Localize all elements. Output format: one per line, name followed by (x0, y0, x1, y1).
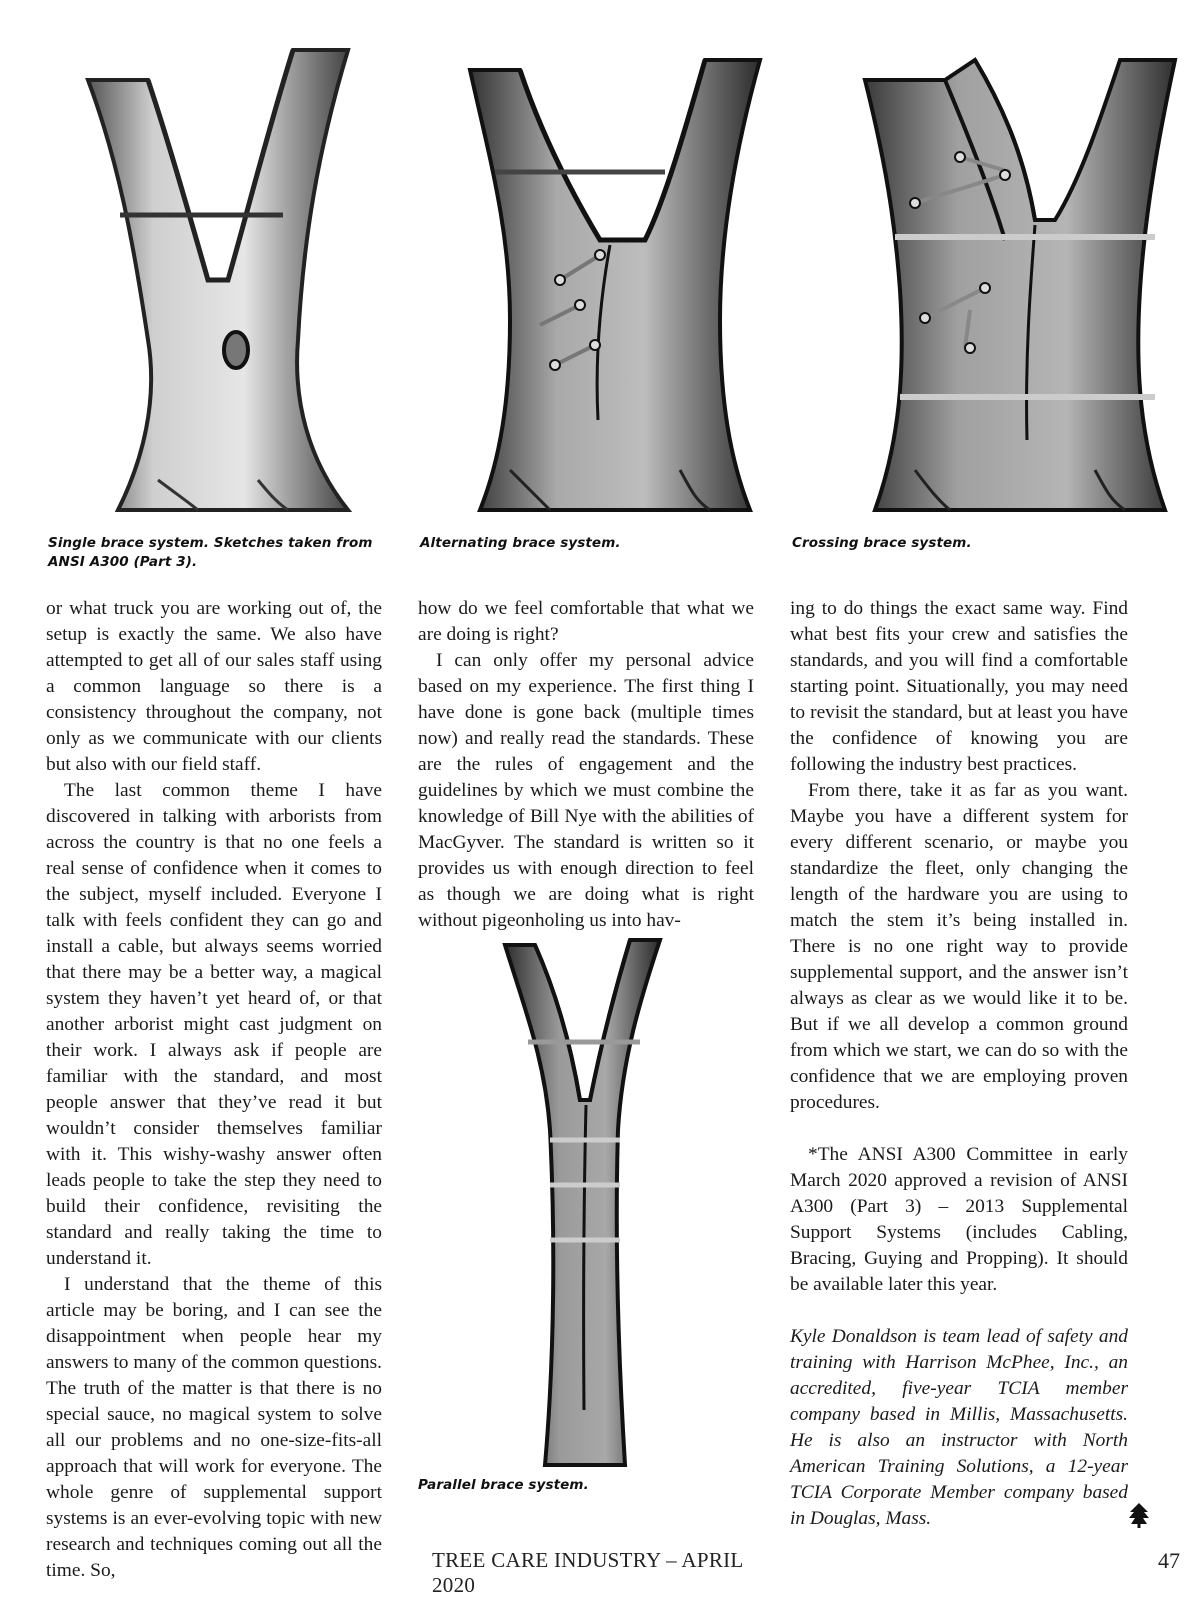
col3-paragraph: ing to do things the exact same way. Find what best fits your crew and satisfies the standards, and you will find a comfortable starting point. Situationally, you may need to revisit the standard, but at least you have the confidence of knowing you are following the industry best practices. (790, 598, 1128, 775)
caption-crossing-brace: Crossing brace system. (792, 535, 972, 551)
figure-crossing-brace (855, 40, 1185, 520)
figure-single-brace (48, 40, 378, 520)
column-2 (418, 596, 754, 934)
caption-single-brace: Single brace system. Sketches taken from ANSI A300 (Part 3). (48, 535, 373, 570)
author-bio: Kyle Donaldson is team lead of safety and training with Harrison McPhee, Inc., an accredited, five-year TCIA member company based in Millis, Massachusetts. He is also an instructor with North American Training Solutions, a 12-year TCIA Corporate Member company based in Douglas, Mass. (790, 1326, 1128, 1529)
col1-paragraph: The last common theme I have discovered in talking with arborists from across the country is that no one feels a real sense of confidence when it comes to the subject, myself included. Everyone I talk with feels confident they can go and install a cable, but always seems worried that there may be a better way, a magical system they haven’t yet heard of, or that another arborist might cast judgment on their work. I always ask if people are familiar with the standard, and most people answer that they’ve read it but wouldn’t consider themselves familiar with it. This wishy-washy answer often leads people to take the step they need to build their confidence, revisiting the standard and really taking the time to understand it. (46, 780, 382, 1269)
caption-alternating-brace: Alternating brace system. (420, 535, 621, 551)
column-1 (46, 596, 382, 1584)
col1-paragraph: or what truck you are working out of, the setup is exactly the same. We also have attempted to get all of our sales staff using a common language so there is a consistency throughout the company, not only as we communicate with our clients but also with our field staff. (46, 598, 382, 775)
tree-end-mark-icon (1128, 1502, 1150, 1528)
caption-parallel-brace: Parallel brace system. (418, 1477, 589, 1493)
publication-footer: TREE CARE INDUSTRY – APRIL 2020 (432, 1548, 743, 1597)
ansi-footnote: *The ANSI A300 Committee in early March 2020 approved a revision of ANSI A300 (Part 3) – 2013 Supplemental Support Systems (includes Cabling, Bracing, Guying and Propping). It should be available later this year. (790, 1144, 1128, 1295)
figure-parallel-brace (500, 930, 670, 1470)
tree-sketch-icon (48, 40, 378, 520)
col1-paragraph: I understand that the theme of this article may be boring, and I can see the disappointment when people hear my answers to many of the common questions. The truth of the matter is that there is no special sauce, no magical system to solve all our problems and no one-size-fits-all approach that will work for everyone. The whole genre of supplemental support systems is an ever-evolving topic with new research and techniques coming out all the time. So, (46, 1274, 382, 1581)
col2-paragraph: how do we feel comfortable that what we are doing is right? (418, 598, 754, 645)
col2-paragraph: I can only offer my personal advice based on my experience. The first thing I have done is gone back (multiple times now) and really read the standards. These are the rules of engagement and the guidelines by which we must combine the knowledge of Bill Nye with the abilities of MacGyver. The standard is written so it provides us with enough direction to feel as though we are doing what is right without pigeonholing us into hav- (418, 650, 754, 931)
column-3 (790, 596, 1128, 1532)
col3-paragraph: From there, take it as far as you want. Maybe you have a different system for every different scenario, or maybe you standardize the fleet, only changing the length of the hardware you are using to match the stem it’s being installed in. There is no one right way to provide supplemental support, and the answer isn’t always as clear as we would like it to be. But if we all develop a common ground from which we start, we can do so with the confidence that we are employing proven procedures. (790, 780, 1128, 1113)
page-number: 47 (1158, 1548, 1180, 1573)
figure-alternating-brace (450, 40, 770, 520)
